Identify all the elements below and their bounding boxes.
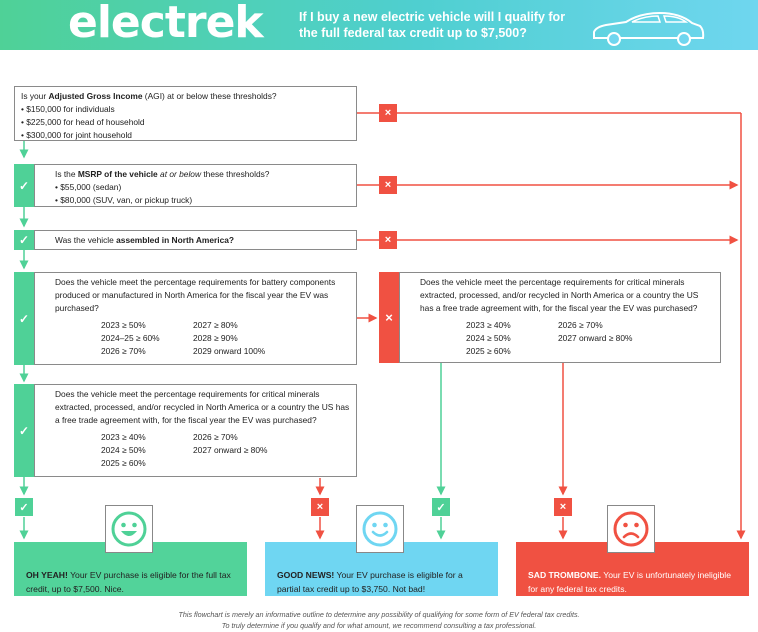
grid-cell: 2025 ≥ 60% <box>101 458 146 468</box>
yes-mark-icon: ✓ <box>14 164 34 207</box>
question-income <box>14 86 357 141</box>
result-text: Your EV purchase is eligible for a partial tax credit up to $3,750. Not bad! <box>277 570 463 594</box>
grid-cell: 2026 ≥ 70% <box>558 320 603 330</box>
question-income-text: Is your Adjusted Gross Income (AGI) at or below these thresholds? <box>21 91 277 101</box>
yes-mark-icon: ✓ <box>14 230 34 250</box>
msrp-threshold: • $55,000 (sedan) <box>55 182 122 192</box>
no-mark-icon: × <box>379 104 397 122</box>
page-title: If I buy a new electric vehicle will I qualify for the full federal tax credit up to $7,500? <box>299 10 566 40</box>
grid-cell: 2024 ≥ 50% <box>101 445 146 455</box>
minerals-percentage-grid <box>101 431 350 470</box>
yes-mark-icon: ✓ <box>432 498 450 516</box>
grid-cell: 2023 ≥ 40% <box>466 320 511 330</box>
msrp-threshold: • $80,000 (SUV, van, or pickup truck) <box>55 195 193 205</box>
result-title: OH YEAH! <box>26 570 68 580</box>
question-msrp-text: Is the MSRP of the vehicle at or below these thresholds? <box>55 169 270 179</box>
grid-cell <box>558 345 678 358</box>
income-threshold: • $300,000 for joint household <box>21 130 132 140</box>
yes-mark-icon: ✓ <box>15 498 33 516</box>
grid-cell: 2026 ≥ 70% <box>101 346 146 356</box>
electrek-logo: electrek <box>68 0 263 48</box>
grid-cell: 2026 ≥ 70% <box>193 432 238 442</box>
no-mark-icon: × <box>311 498 329 516</box>
grid-cell: 2025 ≥ 60% <box>466 346 511 356</box>
question-minerals-partial-text: Does the vehicle meet the percentage requirements for critical minerals extracted, processed, and/or recycled in North America or a country the US has a free trade agreement with, for the fiscal year the EV was purchased? <box>420 277 699 313</box>
question-minerals-text: Does the vehicle meet the percentage requirements for critical minerals extracted, processed, and/or recycled in North America or a country the US has a free trade agreement with, for the fiscal year the EV was purchased? <box>55 389 350 425</box>
grid-cell: 2023 ≥ 40% <box>101 432 146 442</box>
question-battery-text: Does the vehicle meet the percentage requirements for battery components produced or manufactured in North America for the fiscal year the EV was purchased? <box>55 277 336 313</box>
grid-cell: 2024–25 ≥ 60% <box>101 333 160 343</box>
yes-mark-icon: ✓ <box>14 384 34 477</box>
footer-line: To truly determine if you qualify and for what amount, we recommend consulting a tax professional. <box>221 621 537 630</box>
grid-cell: 2027 ≥ 80% <box>193 320 238 330</box>
sad-face-icon <box>607 505 655 553</box>
battery-percentage-grid <box>101 319 350 358</box>
happy-face-icon <box>105 505 153 553</box>
grid-cell: 2027 onward ≥ 80% <box>558 333 633 343</box>
question-msrp <box>34 164 357 207</box>
grid-cell: 2024 ≥ 50% <box>466 333 511 343</box>
income-threshold: • $150,000 for individuals <box>21 104 115 114</box>
question-assembly <box>34 230 357 250</box>
question-minerals-partial <box>399 272 721 363</box>
no-mark-icon: × <box>554 498 572 516</box>
footer-line: This flowchart is merely an informative outline to determine any possibility of qualifying for some form of EV federal tax credits. <box>178 610 580 619</box>
grid-cell: 2027 onward ≥ 80% <box>193 445 268 455</box>
no-mark-icon: × <box>379 272 399 363</box>
result-title: SAD TROMBONE. <box>528 570 602 580</box>
result-title: GOOD NEWS! <box>277 570 335 580</box>
grid-cell: 2023 ≥ 50% <box>101 320 146 330</box>
result-text: Your EV is unfortunately ineligible for any federal tax credits. <box>528 570 731 594</box>
grid-cell: 2029 onward 100% <box>193 346 266 356</box>
question-battery <box>34 272 357 365</box>
yes-mark-icon: ✓ <box>14 272 34 365</box>
smile-face-icon <box>356 505 404 553</box>
no-mark-icon: × <box>379 176 397 194</box>
footer-disclaimer <box>0 609 758 631</box>
grid-cell <box>193 457 313 470</box>
minerals-percentage-grid <box>466 319 714 358</box>
question-assembly-text: Was the vehicle assembled in North America? <box>55 235 235 245</box>
income-threshold: • $225,000 for head of household <box>21 117 145 127</box>
no-mark-icon: × <box>379 231 397 249</box>
question-minerals <box>34 384 357 477</box>
grid-cell: 2028 ≥ 90% <box>193 333 238 343</box>
result-text: Your EV purchase is eligible for the full tax credit, up to $7,500. Nice. <box>26 570 231 594</box>
